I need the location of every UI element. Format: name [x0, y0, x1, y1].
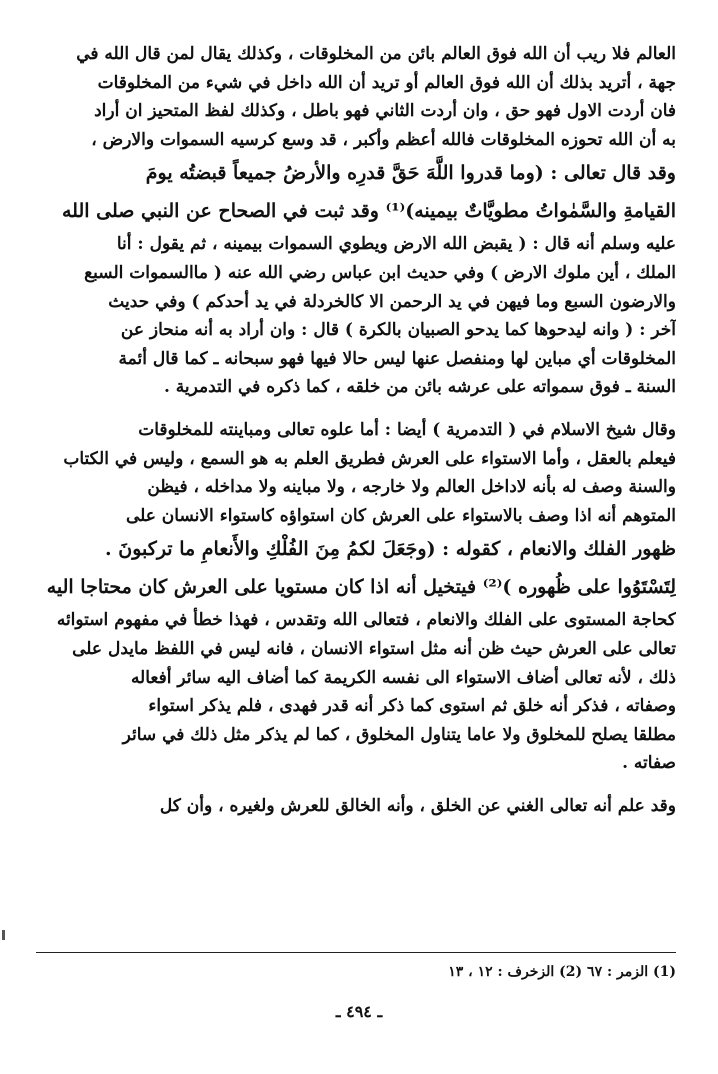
text-line: فيعلم بالعقل ، وأما الاستواء على العرش فطريق العلم به هو السمع ، وليس في الكتاب — [63, 448, 676, 469]
text-line: صفاته . — [622, 753, 676, 774]
text-line: المتوهم أنه اذا وصف بالاستواء على العرش كان استواؤه كاستواء الانسان على — [125, 505, 676, 526]
text-line: وقال شيخ الاسلام في ( التدمرية ) أيضا : أما علوه تعالى ومباينته للمخلوقات — [138, 419, 676, 440]
text-line: تعالى على العرش حيث ظن أنه مثل استواء الانسان ، فانه ليس في اللفظ مايدل على — [72, 638, 676, 659]
main-text — [36, 40, 676, 820]
paragraph-3 — [36, 792, 676, 821]
text-line: وقد علم أنه تعالى الغني عن الخلق ، وأنه الخالق للعرش ولغيره ، وأن كل — [159, 795, 676, 816]
text-line: المخلوقات أي مباين لها ومنفصل عنها ليس حالا فيها فهو سبحانه ـ كما قال أئمة — [118, 348, 676, 369]
text-line: فان أردت الاول فهو حق ، وان أردت الثاني فهو باطل ، وكذلك لفظ المتحيز ان أراد — [94, 101, 676, 122]
footnote-divider — [36, 952, 676, 953]
paragraph-1 — [36, 40, 676, 402]
paragraph-2 — [36, 416, 676, 778]
text-line: والارضون السبع وما فيهن في يد الرحمن الا كالخردلة في يد أحدكم ) وفي حديث — [108, 291, 676, 312]
text-line: آخر : ( وانه ليدحوها كما يدحو الصبيان بالكرة ) قال : وان أراد به أنه منحاز عن — [120, 320, 676, 341]
quran-verse-line: ظهور الفلك والانعام ، كقوله : (وجَعَلَ لكمُ مِنَ الفُلْكِ والأَنعامِ ما تركبونَ . — [105, 538, 676, 561]
footnote: (1) الزمر : ٦٧ (2) الزخرف : ١٢ ، ١٣ — [448, 964, 676, 980]
quran-verse-line: وقد قال تعالى : (وما قدروا اللَّهَ حَقَّ قدرِه والأرضُ جميعاً قبضتُه يومَ — [145, 162, 676, 185]
text-line: كحاجة المستوى على الفلك والانعام ، فتعالى الله وتقدس ، فهذا خطأ في مفهوم استوائه — [56, 610, 676, 631]
quran-verse-line: القيامةِ والسَّمٰواتُ مطويَّاتٌ بيمينه)⁽¹⁾ وقد ثبت في الصحاح عن النبي صلى الله — [62, 200, 676, 223]
text-line: ذلك ، لأنه تعالى أضاف الاستواء الى نفسه الكريمة كما أضاف اليه سائر أفعاله — [130, 667, 676, 688]
text-line: مطلقا يصلح للمخلوق ولا عاما يتناول المخلوق ، كما لم يذكر مثل ذلك في سائر — [122, 724, 676, 745]
text-line: العالم فلا ريب أن الله فوق العالم بائن من المخلوقات ، وكذلك يقال لمن قال الله في — [76, 44, 676, 64]
scan-edge-mark — [2, 930, 5, 940]
text-line: جهة ، أتريد بذلك أن الله فوق العالم أو تريد أن الله داخل في شيء من المخلوقات — [97, 72, 676, 93]
text-line: عليه وسلم أنه قال : ( يقبض الله الارض ويطوي السموات بيمينه ، ثم يقول : أنا — [116, 234, 676, 255]
text-line: والسنة وصف له بأنه لاداخل العالم ولا خارجه ، ولا مباينه ولا مداخله ، فيظن — [147, 477, 676, 498]
page-number: ـ ٤٩٤ ـ — [335, 1002, 383, 1021]
text-line: الملك ، أين ملوك الارض ) وفي حديث ابن عباس رضي الله عنه ( ماالسموات السبع — [84, 262, 676, 283]
text-line: وصفاته ، فذكر أنه خلق ثم استوى كما ذكر أنه قدر فهدى ، فلم يذكر استواء — [148, 696, 676, 717]
text-line: به أن الله تحوزه المخلوقات فالله أعظم وأكبر ، قد وسع كرسيه السموات والارض ، — [91, 129, 676, 150]
quran-verse-line: لِتَسْتَوُوا على ظُهوره )⁽²⁾ فيتخيل أنه اذا كان مستويا على العرش كان محتاجا اليه — [46, 576, 676, 599]
text-line: السنة ـ فوق سمواته على عرشه بائن من خلقه ، كما ذكره في التدمرية . — [163, 377, 676, 398]
